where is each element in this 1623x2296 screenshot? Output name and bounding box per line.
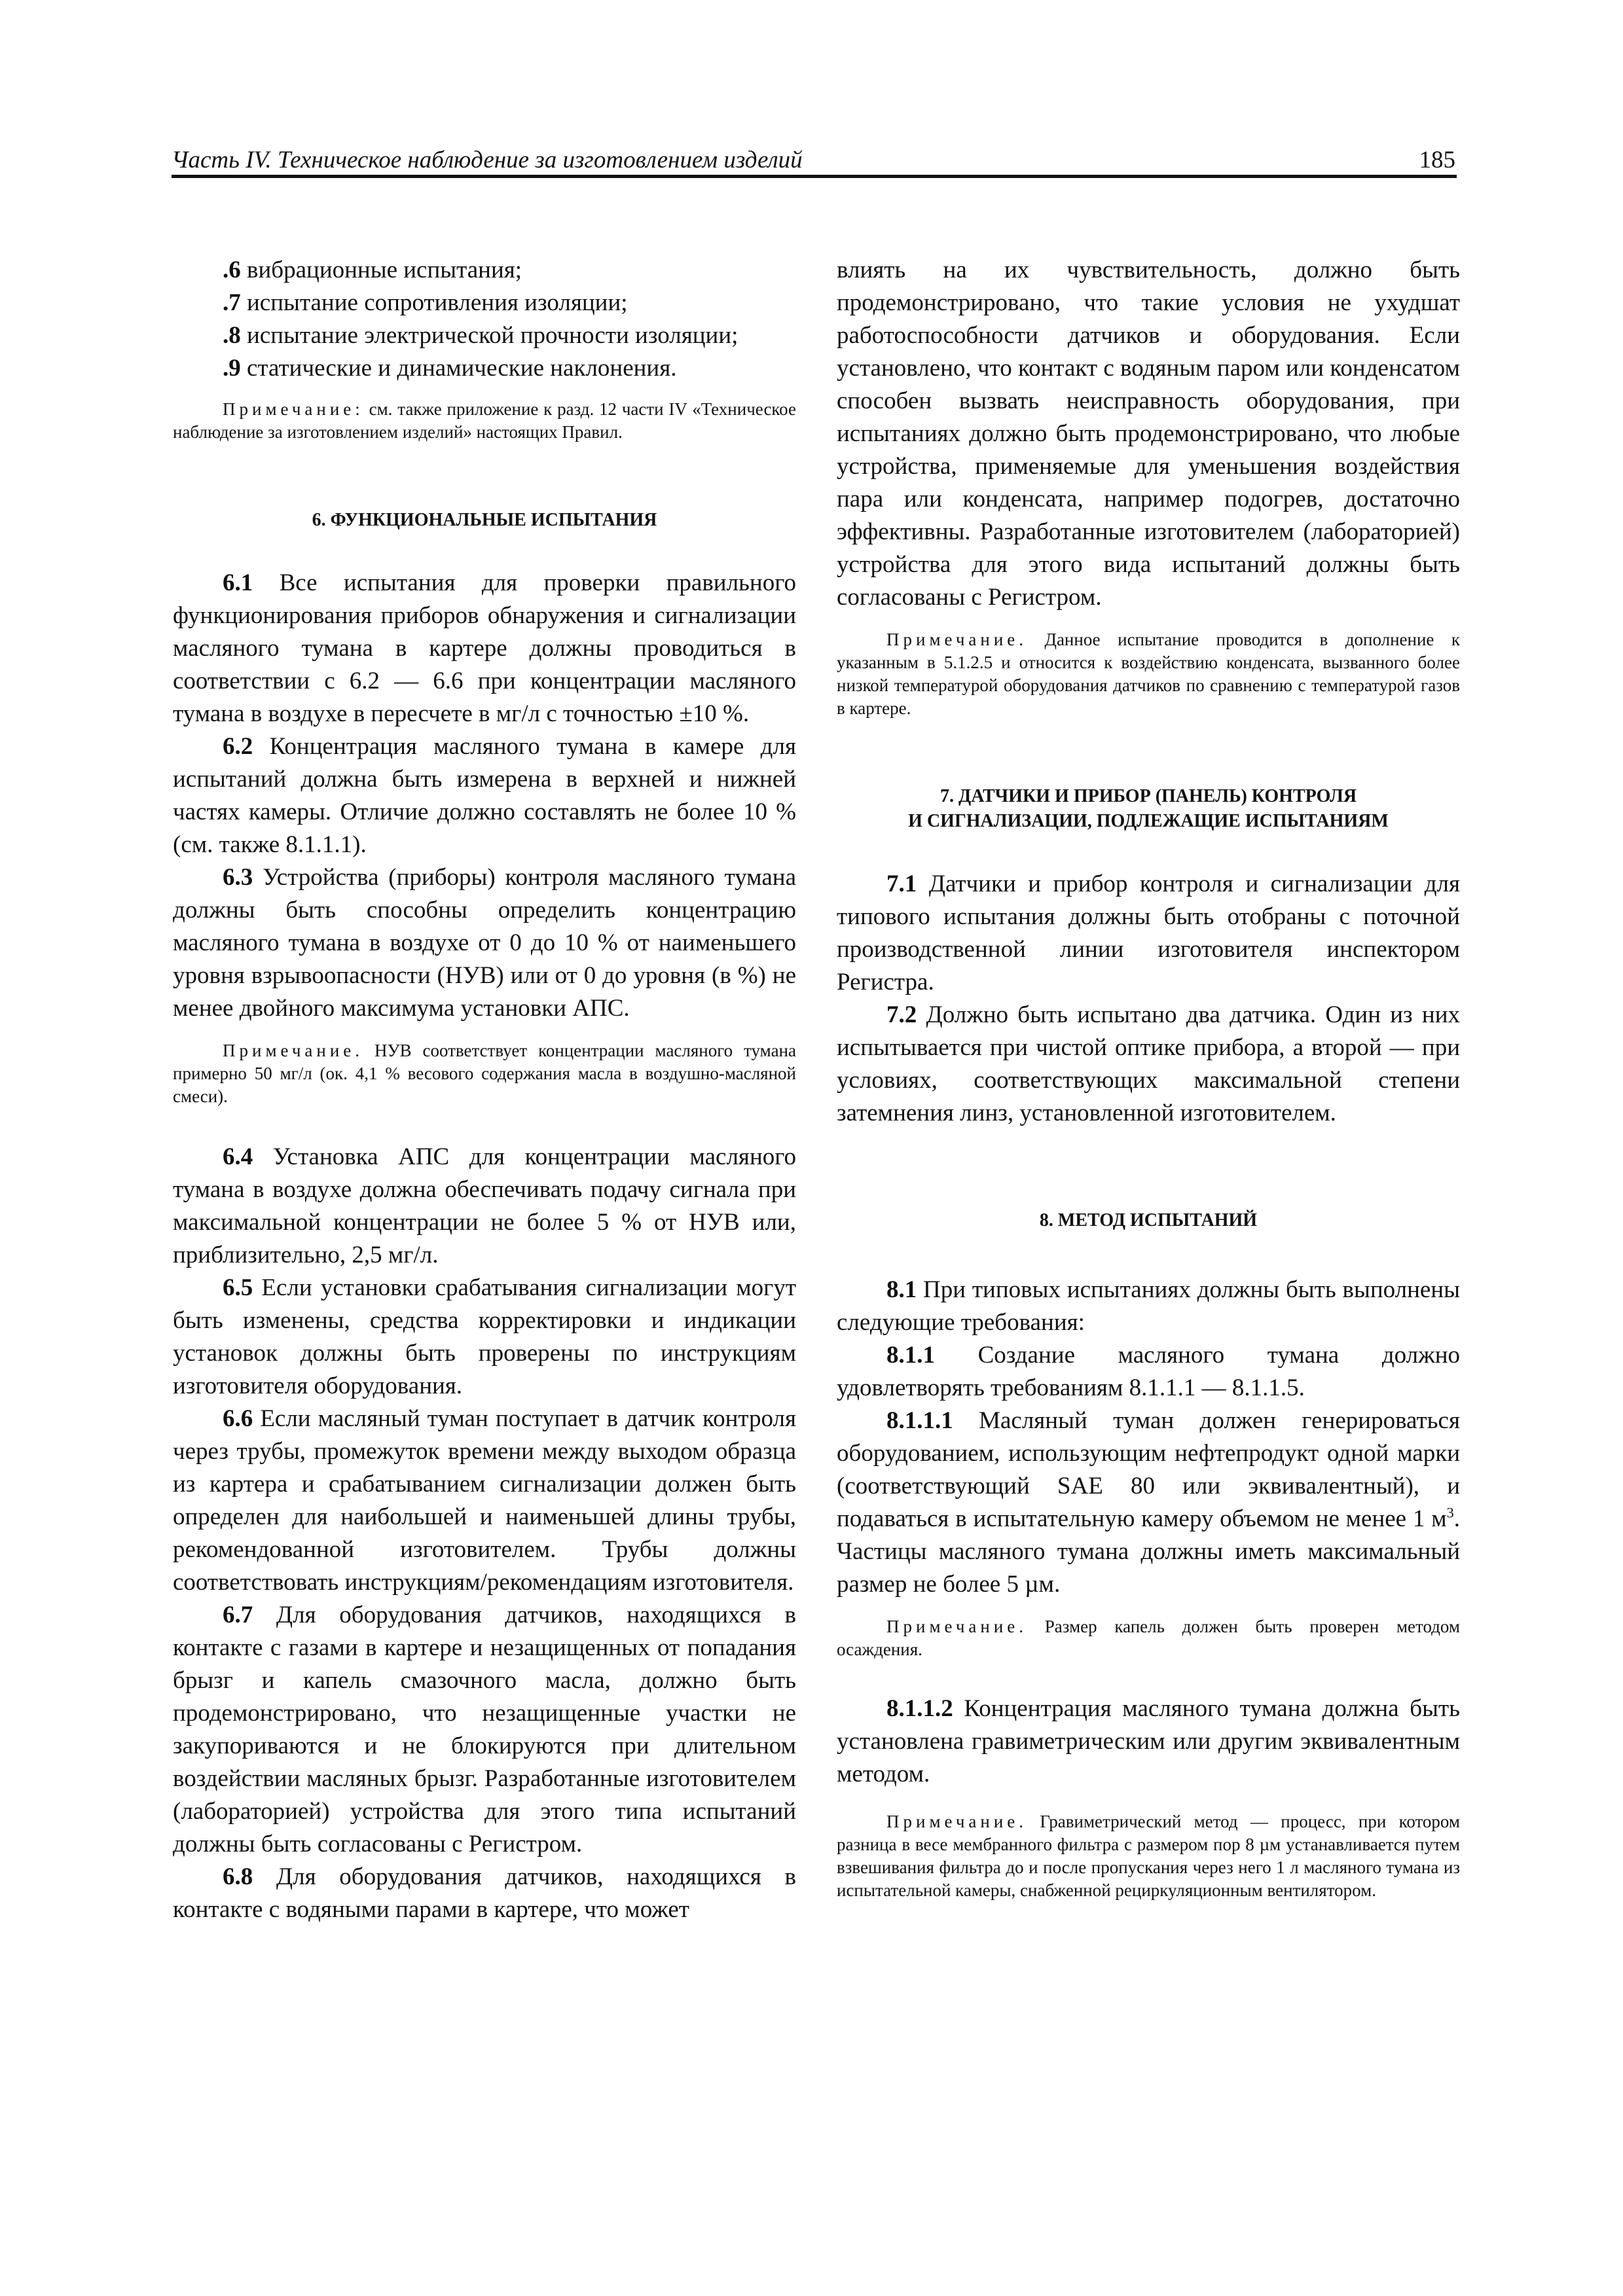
paragraph-6-6: 6.6 Если масляный туман поступает в датчик контроля через трубы, промежуток времени между выходом образца из картера и срабатыванием сигнализации должен быть определен для наибольшей и наименьшей длины трубы, рекомендованной изготовителем. Трубы должны соответствовать инструкциям/рекомендациям изготовителя.	[173, 1405, 796, 1596]
header-title: Часть IV. Техническое наблюдение за изготовлением изделий	[172, 147, 803, 173]
paragraph-6-2: 6.2 Концентрация масляного тумана в камере для испытаний должна быть измерена в верхней и нижней частях камеры. Отличие должно составлять не более 10 % (см. также 8.1.1.1).	[173, 733, 796, 858]
section-7-title-line2: И СИГНАЛИЗАЦИИ, ПОДЛЕЖАЩИЕ ИСПЫТАНИЯМ	[908, 811, 1389, 831]
note-condensate: Примечание. Данное испытание проводится в дополнение к указанным в 5.1.2.5 и относится к воздействию конденсата, вызванного более низкой температурой оборудования датчиков по сравнению с температурой газов в картере.	[837, 630, 1460, 718]
test-list	[173, 254, 796, 385]
paragraph-6-4: 6.4 Установка АПС для концентрации масляного тумана в воздухе должна обеспечивать подачу сигнала при максимальной концентрации не более 5 % от НУВ или, приблизительно, 2,5 мг/л.	[173, 1143, 796, 1268]
section-7-title-line1: 7. ДАТЧИКИ И ПРИБОР (ПАНЕЛЬ) КОНТРОЛЯ	[939, 786, 1357, 806]
section-7-title	[837, 784, 1460, 834]
section-6-title: 6. ФУНКЦИОНАЛЬНЫЕ ИСПЫТАНИЯ	[312, 510, 657, 530]
paragraph-6-1: 6.1 Все испытания для проверки правильного функционирования приборов обнаружения и сигнализации масляного тумана в картере должны проводиться в соответствии с 6.2 — 6.6 при концентрации масляного тумана в воздухе в пересчете в мг/л с точностью ±10 %.	[173, 569, 796, 727]
note-gravimetric: Примечание. Гравиметрический метод — процесс, при котором разница в весе мембранного фильтра с размером пор 8 µм устанавливается путем взвешивания фильтра до и после пропускания через него 1 л масляного тумана из испытательной камеры, снабженной рециркуляционным вентилятором.	[837, 1812, 1460, 1900]
paragraph-7-2: 7.2 Должно быть испытано два датчика. Один из них испытывается при чистой оптике прибора, а второй — при условиях, соответствующих максимальной степени затемнения линз, установленной изготовителем.	[837, 1001, 1460, 1126]
header-rule	[172, 175, 1457, 178]
paragraph-6-8: 6.8 Для оборудования датчиков, находящихся в контакте с водяными парами в картере, что может	[173, 1863, 796, 1923]
right-column	[837, 254, 1460, 1902]
list-item: .6 вибрационные испытания;	[223, 257, 522, 283]
note-droplets: Примечание. Размер капель должен быть проверен методом осаждения.	[837, 1617, 1460, 1659]
note-nuv: Примечание. НУВ соответствует концентрации масляного тумана примерно 50 мг/л (ок. 4,1 % весового содержания масла в воздушно-масляной смеси).	[173, 1041, 796, 1106]
paragraph-8-1: 8.1 При типовых испытаниях должны быть выполнены следующие требования:	[837, 1276, 1460, 1336]
list-item: .9 статические и динамические наклонения.	[223, 355, 677, 382]
paragraph-6-3: 6.3 Устройства (приборы) контроля масляного тумана должны быть способны определить концентрацию масляного тумана в воздухе от 0 до 10 % от наименьшего уровня взрывоопасности (НУВ) или от 0 до уровня (в %) не менее двойного максимума установки АПС.	[173, 864, 796, 1022]
paragraph-6-5: 6.5 Если установки срабатывания сигнализации могут быть изменены, средства корректировки и индикации установок должны быть проверены по инструкциям изготовителя оборудования.	[173, 1274, 796, 1399]
page-header	[172, 144, 1457, 178]
paragraph-8-1-1-2: 8.1.1.2 Концентрация масляного тумана должна быть установлена гравиметрическим или другим эквивалентным методом.	[837, 1695, 1460, 1787]
page-number: 185	[1419, 147, 1455, 173]
section-8-title: 8. МЕТОД ИСПЫТАНИЙ	[1039, 1210, 1258, 1230]
note-appendix: Примечание: см. также приложение к разд. 12 части IV «Техническое наблюдение за изготовлением изделий» настоящих Правил.	[173, 399, 796, 442]
paragraph-8-1-1: 8.1.1 Создание масляного тумана должно удовлетворять требованиям 8.1.1.1 — 8.1.1.5.	[837, 1342, 1460, 1401]
paragraph-7-1: 7.1 Датчики и прибор контроля и сигнализации для типового испытания должны быть отобраны с поточной производственной линии изготовителя инспектором Регистра.	[837, 870, 1460, 996]
left-column	[173, 254, 796, 1926]
list-item: .7 испытание сопротивления изоляции;	[223, 289, 628, 316]
paragraph-6-8-continued: влиять на их чувствительность, должно быть продемонстрировано, что такие условия не ухудшат работоспособности датчиков и оборудования. Если установлено, что контакт с водяным паром или конденсатом способен вызвать неисправность оборудования, при испытаниях должно быть продемонстрировано, что любые устройства, применяемые для уменьшения воздействия пара или конденсата, например подогрев, достаточно эффективны. Разработанные изготовителем (лабораторией) устройства для этого вида испытаний должны быть согласованы с Регистром.	[837, 257, 1460, 611]
list-item: .8 испытание электрической прочности изоляции;	[223, 322, 739, 349]
paragraph-8-1-1-1: 8.1.1.1 Масляный туман должен генерироваться оборудованием, использующим нефтепродукт одной марки (соответствующий SAE 80 или эквивалентный), и подаваться в испытательную камеру объемом не менее 1 $м^3$. Частицы масляного тумана должны иметь максимальный размер не более 5 µм.	[837, 1407, 1460, 1598]
paragraph-6-7: 6.7 Для оборудования датчиков, находящихся в контакте с газами в картере и незащищенных от попадания брызг и капель смазочного масла, должно быть продемонстрировано, что незащищенные участки не закупориваются и не блокируются при длительном воздействии масляных брызг. Разработанные изготовителем (лабораторией) устройства для этого типа испытаний должны быть согласованы с Регистром.	[173, 1602, 796, 1857]
